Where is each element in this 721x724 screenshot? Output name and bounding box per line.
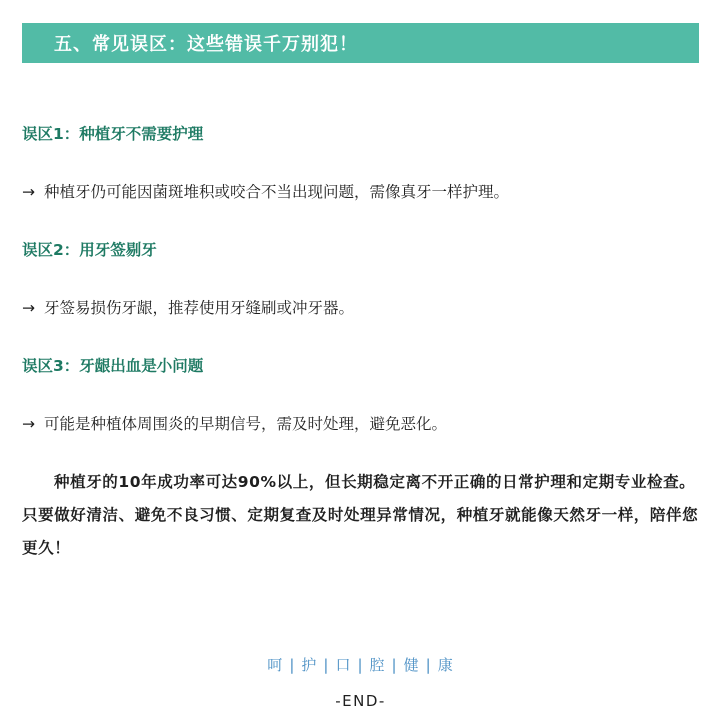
myth-1-body — [22, 180, 509, 202]
myth-2-text: 牙签易损伤牙龈，推荐使用牙缝刷或冲牙器。 — [43, 299, 354, 317]
section-title: 五、常见误区：这些错误千万别犯！ — [54, 34, 358, 55]
arrow-right-icon: → — [22, 415, 35, 433]
footer-separator: | — [425, 656, 432, 674]
myth-3-body — [22, 412, 447, 434]
footer-char: 腔 — [369, 656, 386, 674]
footer-char: 健 — [403, 656, 420, 674]
footer-end-mark: -END- — [335, 692, 386, 710]
footer-tagline — [0, 654, 721, 675]
footer-char: 康 — [437, 656, 454, 674]
myth-2-title: 误区2：用牙签剔牙 — [22, 241, 157, 259]
myth-3-text: 可能是种植体周围炎的早期信号，需及时处理，避免恶化。 — [43, 415, 447, 433]
footer-char: 呵 — [267, 656, 284, 674]
footer-char: 护 — [301, 656, 318, 674]
footer-char: 口 — [335, 656, 352, 674]
myth-2-body — [22, 296, 354, 318]
arrow-right-icon: → — [22, 183, 35, 201]
footer-separator: | — [323, 656, 330, 674]
myth-1-title: 误区1：种植牙不需要护理 — [22, 125, 204, 143]
myth-1-text: 种植牙仍可能因菌斑堆积或咬合不当出现问题，需像真牙一样护理。 — [43, 183, 509, 201]
footer-separator: | — [289, 656, 296, 674]
arrow-right-icon: → — [22, 299, 35, 317]
summary-paragraph: 种植牙的10年成功率可达90%以上，但长期稳定离不开正确的日常护理和定期专业检查。只要做好清洁、避免不良习惯、定期复查及时处理异常情况，种植牙就能像天然牙一样，陪伴您更久！ — [22, 473, 699, 557]
footer-separator: | — [357, 656, 364, 674]
section-banner — [22, 23, 699, 63]
footer-separator: | — [391, 656, 398, 674]
myth-3-title: 误区3：牙龈出血是小问题 — [22, 357, 204, 375]
